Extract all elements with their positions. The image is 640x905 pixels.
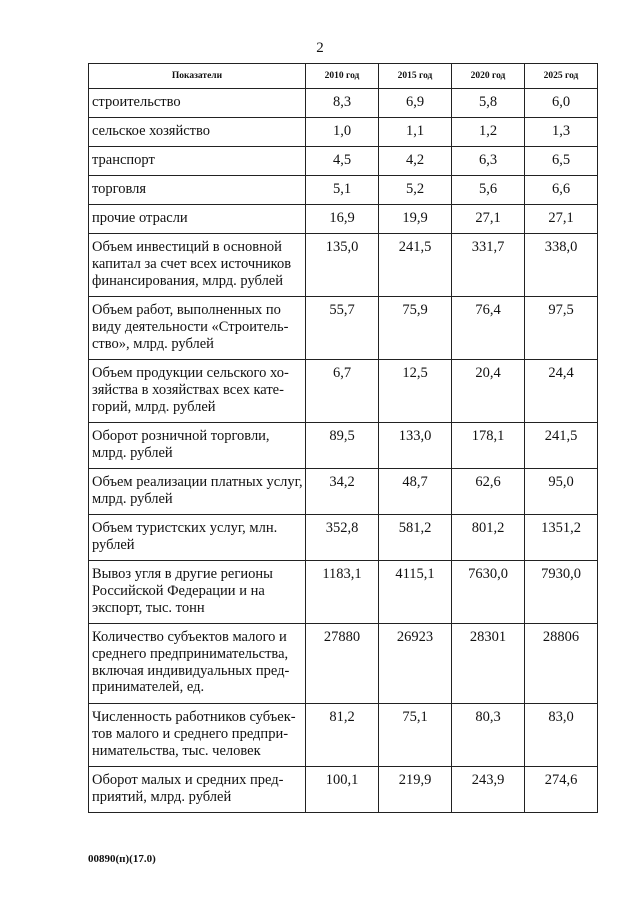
value-cell: 274,6	[525, 767, 598, 813]
value-cell: 27,1	[452, 205, 525, 234]
indicator-name-cell: Вывоз угля в другие регионы Российской Федерации и на экспорт, тыс. тонн	[89, 561, 306, 624]
value-cell: 338,0	[525, 234, 598, 297]
table-row	[89, 561, 598, 624]
table-row	[89, 767, 598, 813]
indicator-name-cell: Объем работ, выполненных по виду деятельности «Строитель-ство», млрд. рублей	[89, 297, 306, 360]
value-cell: 6,6	[525, 176, 598, 205]
document-code: 00890(п)(17.0)	[88, 853, 156, 865]
table-row	[89, 118, 598, 147]
header-indicators: Показатели	[89, 64, 306, 89]
value-cell: 12,5	[379, 360, 452, 423]
value-cell: 1183,1	[306, 561, 379, 624]
table-row	[89, 297, 598, 360]
value-cell: 80,3	[452, 704, 525, 767]
value-cell: 27,1	[525, 205, 598, 234]
table-row	[89, 89, 598, 118]
value-cell: 243,9	[452, 767, 525, 813]
value-cell: 4,2	[379, 147, 452, 176]
header-2010: 2010 год	[306, 64, 379, 89]
value-cell: 1,0	[306, 118, 379, 147]
value-cell: 5,2	[379, 176, 452, 205]
value-cell: 75,1	[379, 704, 452, 767]
value-cell: 5,1	[306, 176, 379, 205]
header-2025: 2025 год	[525, 64, 598, 89]
table-row	[89, 176, 598, 205]
page-number: 2	[316, 40, 324, 56]
value-cell: 28301	[452, 624, 525, 704]
value-cell: 135,0	[306, 234, 379, 297]
value-cell: 26923	[379, 624, 452, 704]
value-cell: 801,2	[452, 515, 525, 561]
value-cell: 75,9	[379, 297, 452, 360]
value-cell: 1,2	[452, 118, 525, 147]
value-cell: 1,1	[379, 118, 452, 147]
value-cell: 581,2	[379, 515, 452, 561]
table-header-row	[89, 64, 598, 89]
indicator-name-cell: прочие отрасли	[89, 205, 306, 234]
value-cell: 100,1	[306, 767, 379, 813]
value-cell: 48,7	[379, 469, 452, 515]
value-cell: 6,3	[452, 147, 525, 176]
value-cell: 7630,0	[452, 561, 525, 624]
value-cell: 76,4	[452, 297, 525, 360]
value-cell: 28806	[525, 624, 598, 704]
indicator-name-cell: сельское хозяйство	[89, 118, 306, 147]
table-row	[89, 515, 598, 561]
header-2020: 2020 год	[452, 64, 525, 89]
value-cell: 352,8	[306, 515, 379, 561]
value-cell: 331,7	[452, 234, 525, 297]
table-row	[89, 469, 598, 515]
table-row	[89, 624, 598, 704]
table-row	[89, 360, 598, 423]
indicator-name-cell: Количество субъектов малого и среднего предпринимательства, включая индивидуальных пред-принимателей, ед.	[89, 624, 306, 704]
value-cell: 89,5	[306, 423, 379, 469]
value-cell: 19,9	[379, 205, 452, 234]
value-cell: 97,5	[525, 297, 598, 360]
value-cell: 8,3	[306, 89, 379, 118]
indicator-name-cell: Оборот малых и средних пред-приятий, млрд. рублей	[89, 767, 306, 813]
indicator-name-cell: торговля	[89, 176, 306, 205]
table-row	[89, 205, 598, 234]
value-cell: 7930,0	[525, 561, 598, 624]
value-cell: 81,2	[306, 704, 379, 767]
indicator-name-cell: транспорт	[89, 147, 306, 176]
value-cell: 133,0	[379, 423, 452, 469]
indicator-name-cell: Объем туристских услуг, млн. рублей	[89, 515, 306, 561]
value-cell: 6,0	[525, 89, 598, 118]
value-cell: 95,0	[525, 469, 598, 515]
value-cell: 27880	[306, 624, 379, 704]
table-row	[89, 234, 598, 297]
value-cell: 20,4	[452, 360, 525, 423]
value-cell: 5,8	[452, 89, 525, 118]
value-cell: 34,2	[306, 469, 379, 515]
table-body	[89, 89, 598, 813]
value-cell: 4115,1	[379, 561, 452, 624]
value-cell: 241,5	[379, 234, 452, 297]
indicators-table	[88, 63, 598, 813]
indicator-name-cell: Численность работников субъек-тов малого и среднего предпри-нимательства, тыс. человек	[89, 704, 306, 767]
indicator-name-cell: Оборот розничной торговли, млрд. рублей	[89, 423, 306, 469]
value-cell: 55,7	[306, 297, 379, 360]
header-2015: 2015 год	[379, 64, 452, 89]
value-cell: 219,9	[379, 767, 452, 813]
indicator-name-cell: Объем продукции сельского хо-зяйства в хозяйствах всех кате-горий, млрд. рублей	[89, 360, 306, 423]
value-cell: 16,9	[306, 205, 379, 234]
value-cell: 24,4	[525, 360, 598, 423]
value-cell: 178,1	[452, 423, 525, 469]
value-cell: 62,6	[452, 469, 525, 515]
value-cell: 6,5	[525, 147, 598, 176]
indicator-name-cell: Объем реализации платных услуг, млрд. рублей	[89, 469, 306, 515]
indicator-name-cell: Объем инвестиций в основной капитал за счет всех источников финансирования, млрд. рублей	[89, 234, 306, 297]
value-cell: 6,9	[379, 89, 452, 118]
table-row	[89, 147, 598, 176]
value-cell: 1,3	[525, 118, 598, 147]
value-cell: 1351,2	[525, 515, 598, 561]
value-cell: 83,0	[525, 704, 598, 767]
value-cell: 5,6	[452, 176, 525, 205]
table-row	[89, 704, 598, 767]
value-cell: 6,7	[306, 360, 379, 423]
indicator-name-cell: строительство	[89, 89, 306, 118]
table-row	[89, 423, 598, 469]
value-cell: 241,5	[525, 423, 598, 469]
value-cell: 4,5	[306, 147, 379, 176]
